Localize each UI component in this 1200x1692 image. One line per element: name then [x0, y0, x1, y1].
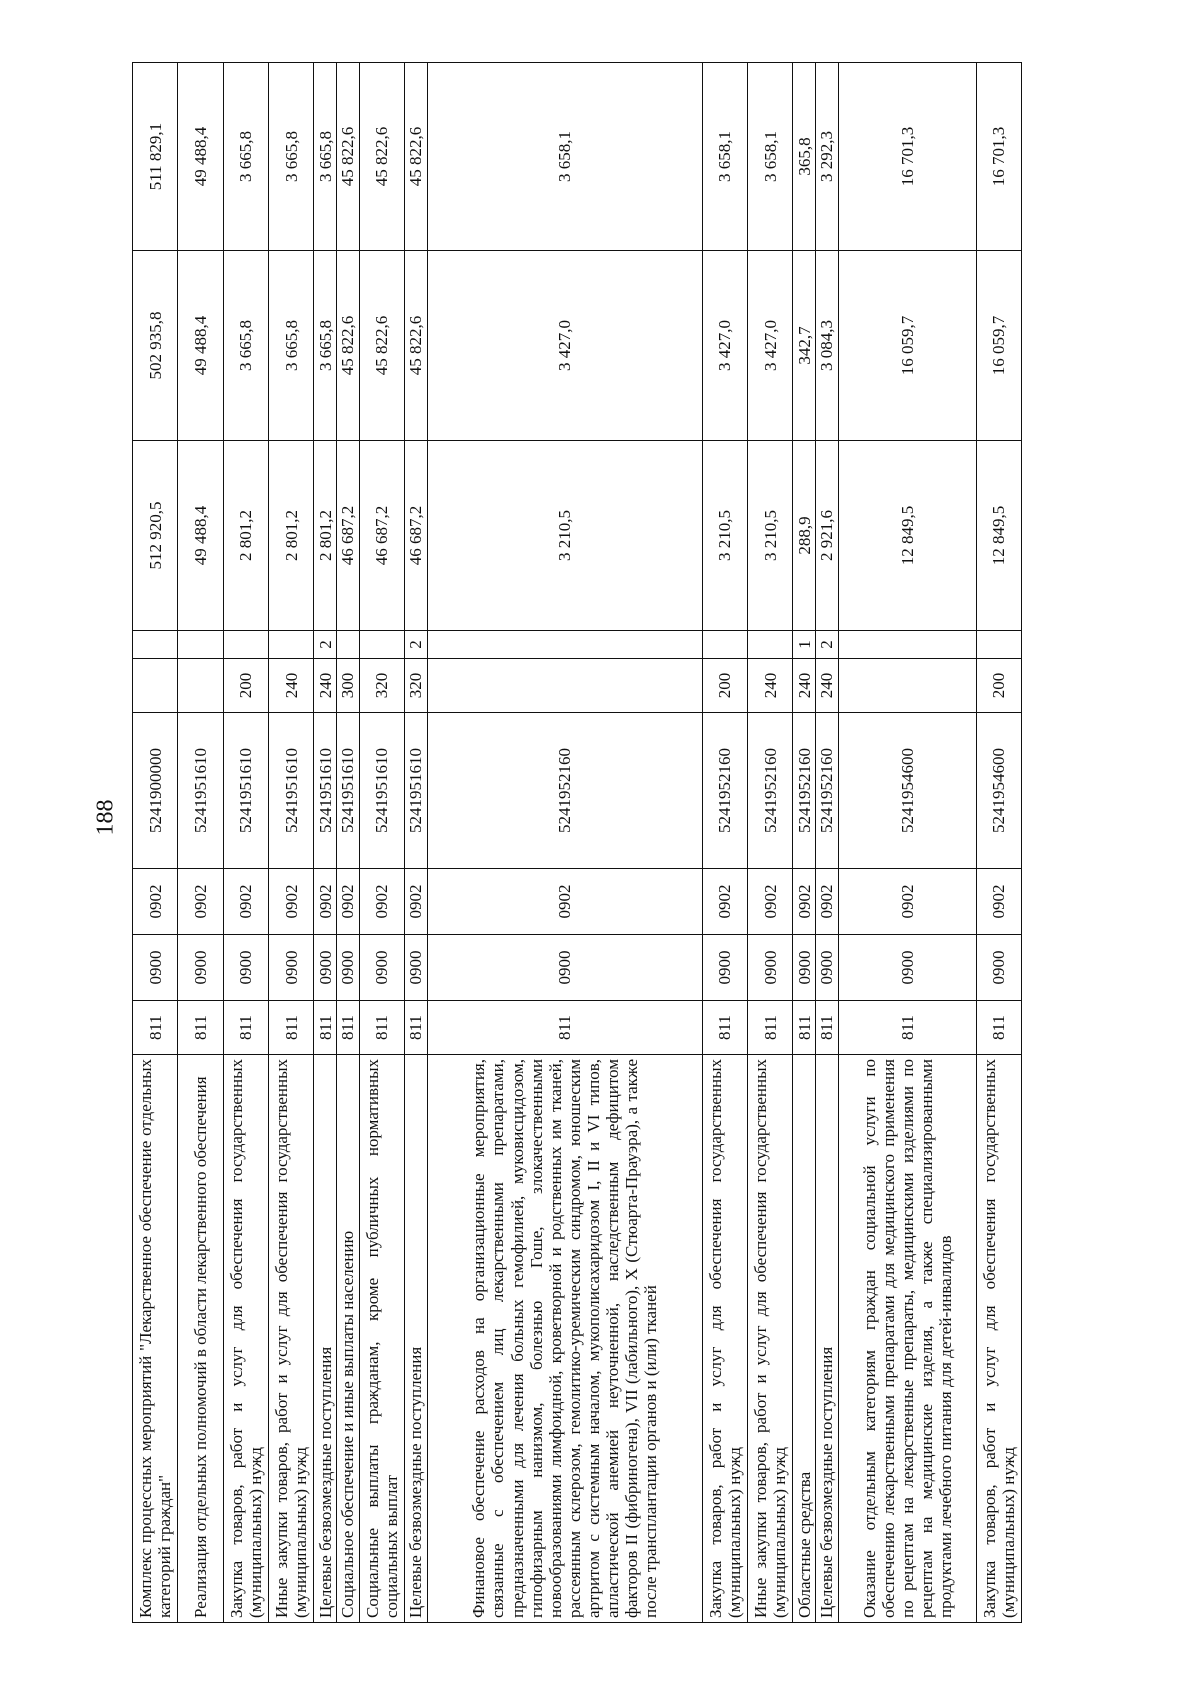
amount-year3-cell: 45 822,6 [404, 63, 427, 251]
admin-code-cell: 811 [976, 1001, 1021, 1055]
table-row [976, 63, 1021, 1623]
table-row [314, 63, 337, 1623]
funding-source-cell [223, 631, 268, 659]
amount-year1-cell: 288,9 [793, 441, 816, 631]
subsection-code-cell: 0902 [815, 869, 838, 935]
row-name-cell: Целевые безвозмездные поступления [404, 1055, 427, 1623]
funding-source-cell: 2 [404, 631, 427, 659]
target-article-cell: 5241954600 [838, 713, 976, 869]
target-article-cell: 5241952160 [815, 713, 838, 869]
row-name-cell: Закупка товаров, работ и услуг для обеспечения государственных (муниципальных) нужд [223, 1055, 268, 1623]
amount-year1-cell: 12 849,5 [976, 441, 1021, 631]
amount-year3-cell: 16 701,3 [976, 63, 1021, 251]
section-code-cell: 0900 [427, 935, 702, 1001]
funding-source-cell: 2 [314, 631, 337, 659]
row-name-cell: Целевые безвозмездные поступления [815, 1055, 838, 1623]
amount-year3-cell: 511 829,1 [133, 63, 178, 251]
target-article-cell: 5241951610 [223, 713, 268, 869]
amount-year2-cell: 49 488,4 [178, 251, 223, 441]
target-article-cell: 5241952160 [427, 713, 702, 869]
expense-type-cell: 200 [976, 659, 1021, 713]
admin-code-cell: 811 [793, 1001, 816, 1055]
section-code-cell: 0900 [268, 935, 313, 1001]
row-name-cell: Оказание отдельным категориям граждан социальной услуги по обеспечению лекарственными препаратами для медицинского применения по рецептам на лекарственные препараты, медицинскими изделиями по рецептам на медицинские изделия, а также специализированными продуктами лечебного питания для детей-инвалидов [838, 1055, 976, 1623]
amount-year1-cell: 46 687,2 [336, 441, 359, 631]
target-article-cell: 5241951610 [359, 713, 404, 869]
table-row [336, 63, 359, 1623]
subsection-code-cell: 0902 [747, 869, 792, 935]
amount-year2-cell: 3 427,0 [427, 251, 702, 441]
target-article-cell: 5241954600 [976, 713, 1021, 869]
amount-year1-cell: 2 801,2 [223, 441, 268, 631]
subsection-code-cell: 0902 [336, 869, 359, 935]
row-name-cell: Социальное обеспечение и иные выплаты населению [336, 1055, 359, 1623]
section-code-cell: 0900 [815, 935, 838, 1001]
expense-type-cell: 240 [747, 659, 792, 713]
admin-code-cell: 811 [223, 1001, 268, 1055]
funding-source-cell [359, 631, 404, 659]
expense-type-cell: 240 [268, 659, 313, 713]
subsection-code-cell: 0902 [314, 869, 337, 935]
subsection-code-cell: 0902 [976, 869, 1021, 935]
expense-type-cell [427, 659, 702, 713]
amount-year1-cell: 2 801,2 [314, 441, 337, 631]
row-name-cell: Закупка товаров, работ и услуг для обеспечения государственных (муниципальных) нужд [702, 1055, 747, 1623]
admin-code-cell: 811 [427, 1001, 702, 1055]
target-article-cell: 5241952160 [793, 713, 816, 869]
table-row [793, 63, 816, 1623]
amount-year2-cell: 3 427,0 [702, 251, 747, 441]
expense-type-cell: 240 [314, 659, 337, 713]
section-code-cell: 0900 [133, 935, 178, 1001]
row-name-cell: Социальные выплаты гражданам, кроме публичных нормативных социальных выплат [359, 1055, 404, 1623]
admin-code-cell: 811 [815, 1001, 838, 1055]
target-article-cell: 5241951610 [314, 713, 337, 869]
admin-code-cell: 811 [178, 1001, 223, 1055]
funding-source-cell: 2 [815, 631, 838, 659]
amount-year2-cell: 3 665,8 [314, 251, 337, 441]
amount-year1-cell: 2 921,6 [815, 441, 838, 631]
amount-year3-cell: 3 658,1 [702, 63, 747, 251]
amount-year3-cell: 3 292,3 [815, 63, 838, 251]
amount-year2-cell: 45 822,6 [359, 251, 404, 441]
amount-year3-cell: 45 822,6 [336, 63, 359, 251]
amount-year2-cell: 502 935,8 [133, 251, 178, 441]
funding-source-cell [178, 631, 223, 659]
funding-source-cell [268, 631, 313, 659]
funding-source-cell [336, 631, 359, 659]
section-code-cell: 0900 [976, 935, 1021, 1001]
admin-code-cell: 811 [336, 1001, 359, 1055]
section-code-cell: 0900 [838, 935, 976, 1001]
subsection-code-cell: 0902 [133, 869, 178, 935]
amount-year3-cell: 3 658,1 [427, 63, 702, 251]
amount-year3-cell: 3 665,8 [314, 63, 337, 251]
table-row [838, 63, 976, 1623]
expense-type-cell: 200 [702, 659, 747, 713]
expense-type-cell: 200 [223, 659, 268, 713]
subsection-code-cell: 0902 [178, 869, 223, 935]
amount-year2-cell: 16 059,7 [838, 251, 976, 441]
target-article-cell: 5241951610 [404, 713, 427, 869]
subsection-code-cell: 0902 [702, 869, 747, 935]
target-article-cell: 5241951610 [178, 713, 223, 869]
section-code-cell: 0900 [404, 935, 427, 1001]
row-name-cell: Целевые безвозмездные поступления [314, 1055, 337, 1623]
amount-year3-cell: 16 701,3 [838, 63, 976, 251]
amount-year1-cell: 49 488,4 [178, 441, 223, 631]
amount-year2-cell: 3 665,8 [223, 251, 268, 441]
expense-type-cell [838, 659, 976, 713]
section-code-cell: 0900 [359, 935, 404, 1001]
row-name-cell: Комплекс процессных мероприятий "Лекарственное обеспечение отдельных категорий граждан" [133, 1055, 178, 1623]
amount-year2-cell: 3 665,8 [268, 251, 313, 441]
budget-sheet [132, 63, 1022, 1623]
subsection-code-cell: 0902 [427, 869, 702, 935]
section-code-cell: 0900 [314, 935, 337, 1001]
subsection-code-cell: 0902 [359, 869, 404, 935]
amount-year3-cell: 49 488,4 [178, 63, 223, 251]
amount-year2-cell: 342,7 [793, 251, 816, 441]
target-article-cell: 5241952160 [702, 713, 747, 869]
subsection-code-cell: 0902 [268, 869, 313, 935]
admin-code-cell: 811 [404, 1001, 427, 1055]
subsection-code-cell: 0902 [223, 869, 268, 935]
table-row [268, 63, 313, 1623]
expense-type-cell [133, 659, 178, 713]
table-row [427, 63, 702, 1623]
amount-year2-cell: 16 059,7 [976, 251, 1021, 441]
table-row [815, 63, 838, 1623]
section-code-cell: 0900 [702, 935, 747, 1001]
row-name-cell: Иные закупки товаров, работ и услуг для обеспечения государственных (муниципальных) нужд [747, 1055, 792, 1623]
funding-source-cell [427, 631, 702, 659]
expense-type-cell: 300 [336, 659, 359, 713]
expense-type-cell [178, 659, 223, 713]
section-code-cell: 0900 [793, 935, 816, 1001]
amount-year2-cell: 45 822,6 [336, 251, 359, 441]
section-code-cell: 0900 [178, 935, 223, 1001]
amount-year2-cell: 3 427,0 [747, 251, 792, 441]
subsection-code-cell: 0902 [793, 869, 816, 935]
funding-source-cell [976, 631, 1021, 659]
expense-type-cell: 240 [793, 659, 816, 713]
target-article-cell: 5241900000 [133, 713, 178, 869]
expense-type-cell: 240 [815, 659, 838, 713]
amount-year1-cell: 46 687,2 [404, 441, 427, 631]
amount-year3-cell: 45 822,6 [359, 63, 404, 251]
funding-source-cell: 1 [793, 631, 816, 659]
expense-type-cell: 320 [359, 659, 404, 713]
admin-code-cell: 811 [747, 1001, 792, 1055]
admin-code-cell: 811 [838, 1001, 976, 1055]
section-code-cell: 0900 [336, 935, 359, 1001]
amount-year3-cell: 3 658,1 [747, 63, 792, 251]
table-row [702, 63, 747, 1623]
amount-year1-cell: 3 210,5 [427, 441, 702, 631]
row-name-cell: Иные закупки товаров, работ и услуг для обеспечения государственных (муниципальных) нужд [268, 1055, 313, 1623]
target-article-cell: 5241952160 [747, 713, 792, 869]
expense-type-cell: 320 [404, 659, 427, 713]
table-row [747, 63, 792, 1623]
amount-year1-cell: 46 687,2 [359, 441, 404, 631]
amount-year2-cell: 45 822,6 [404, 251, 427, 441]
page-number: 188 [92, 799, 119, 836]
admin-code-cell: 811 [314, 1001, 337, 1055]
amount-year1-cell: 3 210,5 [702, 441, 747, 631]
target-article-cell: 5241951610 [268, 713, 313, 869]
funding-source-cell [702, 631, 747, 659]
row-name-cell: Областные средства [793, 1055, 816, 1623]
funding-source-cell [133, 631, 178, 659]
row-name-cell: Финановое обеспечение расходов на организационные мероприятия, связанные с обеспечением лиц лекарственными препаратами, предназначенными для лечения больных гемофилией, муковисцидозом, гипофизарным нанизмом, болезнью Гоше, злокачественными новообразованиями лимфоидной, кроветворной и родственных им тканей, рассеянным склерозом, гемолитико-уремическим синдромом, юношеским артритом с системным началом, мукополисахаридозом I, II и VI типов, апластической анемией неуточненной, наследственным дефицитом факторов II (фибриногена), VII (лабильного), X (Стюарта-Прауэра), а также после трансплантации органов и (или) тканей [427, 1055, 702, 1623]
section-code-cell: 0900 [747, 935, 792, 1001]
table-row [404, 63, 427, 1623]
table-row [178, 63, 223, 1623]
table-row [359, 63, 404, 1623]
budget-table [132, 62, 1022, 1623]
row-name-cell: Закупка товаров, работ и услуг для обеспечения государственных (муниципальных) нужд [976, 1055, 1021, 1623]
amount-year1-cell: 3 210,5 [747, 441, 792, 631]
funding-source-cell [838, 631, 976, 659]
amount-year2-cell: 3 084,3 [815, 251, 838, 441]
admin-code-cell: 811 [702, 1001, 747, 1055]
amount-year1-cell: 2 801,2 [268, 441, 313, 631]
admin-code-cell: 811 [359, 1001, 404, 1055]
funding-source-cell [747, 631, 792, 659]
amount-year1-cell: 512 920,5 [133, 441, 178, 631]
amount-year3-cell: 365,8 [793, 63, 816, 251]
subsection-code-cell: 0902 [404, 869, 427, 935]
row-name-cell: Реализация отдельных полномочий в области лекарственного обеспечения [178, 1055, 223, 1623]
amount-year3-cell: 3 665,8 [268, 63, 313, 251]
table-body [133, 63, 1022, 1623]
table-row [133, 63, 178, 1623]
section-code-cell: 0900 [223, 935, 268, 1001]
table-row [223, 63, 268, 1623]
admin-code-cell: 811 [268, 1001, 313, 1055]
target-article-cell: 5241951610 [336, 713, 359, 869]
subsection-code-cell: 0902 [838, 869, 976, 935]
amount-year1-cell: 12 849,5 [838, 441, 976, 631]
admin-code-cell: 811 [133, 1001, 178, 1055]
amount-year3-cell: 3 665,8 [223, 63, 268, 251]
